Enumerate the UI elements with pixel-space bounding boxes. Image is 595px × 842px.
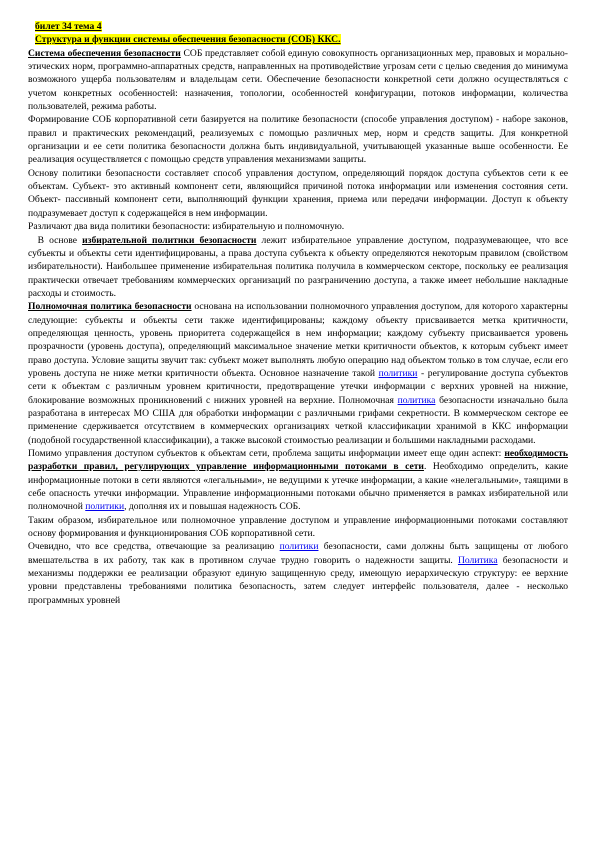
term-security-system: Система обеспечения безопасности [28, 47, 181, 59]
policy-link[interactable]: политика [397, 394, 436, 406]
ticket-label-text: билет 34 тема 4 [35, 21, 102, 32]
term-discretionary-policy: избирательной политики безопасности [82, 234, 257, 246]
document-title-text: Структура и функции системы обеспечения безопасности (СОБ) ККС. [35, 34, 341, 46]
ticket-label [35, 20, 568, 33]
paragraph-text: Очевидно, что все средства, отвечающие за реализацию [28, 541, 280, 553]
paragraph-text: - регулирование доступа субъектов сети к объектам с различным уровнем критичности, предотвращение утечки информации с верхних уровней на нижние, блокирование возможных проникновений с нижних уровней на верхние. Полномочная [28, 367, 568, 406]
paragraph-access-control: Основу политики безопасности составляет способ управления доступом, определяющий порядок доступа субъектов сети к ее объектам. Субъект- это активный компонент сети, являющийся причиной потока информации или изменения состояния сети. Объект- пассивный компонент сети, выполняющий функции хранения, приема или передачи информации. Доступ к объекту подразумевает доступ к содержащейся в нем информации. [28, 167, 568, 219]
paragraph-text: СОБ представляет собой единую совокупность организационных мер, правовых и морально-этических норм, программно-аппаратных средств, направленных на противодействие угрозам сети с целью сведения до минимума возможного ущерба пользователям и владельцам сети. Обеспечение безопасности конкретной сети должно осуществляться с учетом конкретных особенностей: назначения, топологии, особенностей конфигурации, потоков информации, количества пользователей, режима работы. [28, 47, 568, 113]
paragraph-text: . Необходимо определить, какие информационные потоки в сети являются «легальными», не ведущими к утечке информации, а какие «нелегальными», таящими в себе опасность утечки информации. Управление информационными потоками обычно применяется в рамках избирательной или полномочной [28, 461, 568, 513]
paragraph-discretionary-policy [28, 234, 568, 301]
paragraph-text: Помимо управления доступом субъектов к объектам сети, проблема защиты информации имеет еще один аспект: [28, 448, 505, 459]
term-mandatory-policy: Полномочная политика безопасности [28, 301, 192, 313]
paragraph-text: В основе [37, 234, 83, 246]
policy-link[interactable]: политики [85, 501, 125, 513]
paragraph-mandatory-policy [28, 300, 568, 447]
paragraph-policy-formation: Формирование СОБ корпоративной сети базируется на политике безопасности (способе управления доступом) - наборе законов, правил и практических рекомендаций, реализуемых с помощью различных мер, норм и средств защиты. Для конкретной организации и ее сети политика безопасности должна быть индивидуальной, учитывающей указанные выше особенности. Ее реализация осуществляется с помощью средств управления механизмами защиты. [28, 114, 568, 166]
document-page [28, 20, 568, 607]
paragraph-text: , дополняя их и повышая надежность СОБ. [124, 501, 301, 513]
paragraph-text: основана на использовании полномочного управления доступом, для которого характерны следующие: субъекты и объекты сети также идентифицированы; каждому объекту присваивается метка критичности, определяющая ценность, уровень приоритета содержащейся в нем информации; каждому субъекту присваивается уровень прозрачности (уровень доступа), определяющий максимальное значение метки критичности объектов, к которым субъект имеет право доступа. Условие защиты звучит так: субъект может выполнять любую операцию над объектом только в том случае, если его уровень доступа не ниже метки критичности объекта. Основное назначение такой [28, 301, 569, 379]
paragraph-policy-types: Различают два вида политики безопасности: избирательную и полномочную. [28, 221, 345, 233]
policy-link[interactable]: политики [279, 541, 319, 553]
policy-link[interactable]: политики [378, 367, 418, 379]
paragraph-protected-environment [28, 540, 568, 607]
paragraph-text: лежит избирательное управление доступом, подразумевающее, что все субъекты и объекты сети идентифицированы, а права доступа субъекта к объекту определяются некоторым правилом (свойством избирательности). Наибольшее применение избирательная политика получила в коммерческом секторе, поскольку ее реализация практически отвечает требованиям коммерческих организаций по разграничению доступа, а также имеет небольшие накладные расходы и стоимость. [28, 234, 568, 299]
document-title [35, 33, 568, 46]
paragraph-text: безопасности изначально была разработана в интересах МО США для обработки информации с различными грифами секретности. В коммерческом секторе ее применение сдерживается отсутствием в коммерческих организациях четкой классификации хранимой в ККС информации (подобной государственной классификации), а также высокой стоимостью реализации и большими накладными расходами. [28, 394, 568, 446]
paragraph-summary: Таким образом, избирательное или полномочное управление доступом и управление информационными потоками составляют основу формирования и функционирования СОБ корпоративной сети. [28, 514, 568, 540]
paragraph-system-definition [28, 47, 568, 114]
paragraph-information-flows [28, 447, 568, 514]
policy-link[interactable]: Политика [457, 554, 498, 566]
paragraph-text: безопасности, сами должны быть защищены от любого вмешательства в их работу, так как в противном случае трудно говорить о надежности защиты. [28, 541, 568, 566]
term-information-flows: необходимость разработки правил, регулирующих управление информационными потоками в сети [28, 448, 568, 473]
paragraph-text: безопасности и механизмы поддержки ее реализации образуют единую защищенную среду, имеющую иерархическую структуру: ее верхние уровни представлены требованиями политика безопасность, затем следует интерфейс пользователя, далее - несколько программных уровней [28, 554, 568, 606]
